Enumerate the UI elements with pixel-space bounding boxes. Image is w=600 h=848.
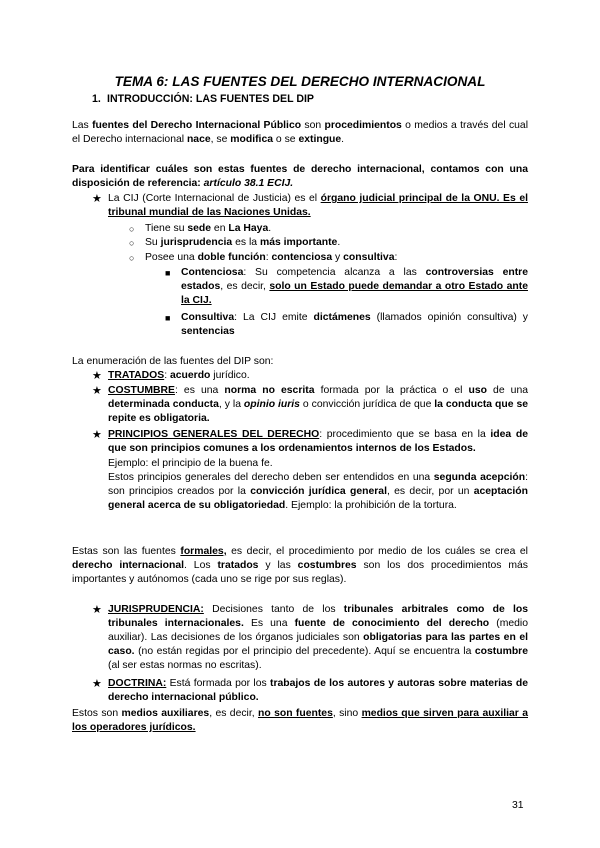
enum-intro: La enumeración de las fuentes del DIP son: xyxy=(72,356,274,367)
star-bullet-icon: ★ xyxy=(92,604,102,616)
principios-example: Ejemplo: el principio de la buena fe. xyxy=(108,458,273,469)
section-heading xyxy=(92,92,314,106)
star-bullet-icon: ★ xyxy=(92,370,102,382)
circle-bullet-icon: ○ xyxy=(129,238,135,248)
principios-acepcion: Estos principios generales del derecho deben ser entendidos en una segunda acepción: son principios creados por la convicción jurídica general, es decir, por un aceptación general acerca de su obligatoriedad. Ejemplo: la prohibición de la tortura. xyxy=(108,472,528,511)
source-tratados: TRATADOS: acuerdo jurídico. xyxy=(108,370,250,381)
identify-paragraph: Para identificar cuáles son estas fuentes de derecho internacional, contamos con una disposición de referencia: artículo 38.1 ECIJ. xyxy=(72,164,528,189)
auxiliares-paragraph: Estos son medios auxiliares, es decir, no son fuentes, sino medios que sirven para auxiliar a los operadores jurídicos. xyxy=(72,708,528,733)
star-bullet-icon: ★ xyxy=(92,429,102,441)
square-bullet-icon: ■ xyxy=(165,268,171,278)
cij-jurisprudencia: Su jurisprudencia es la más importante. xyxy=(145,237,341,248)
circle-bullet-icon: ○ xyxy=(129,253,135,263)
star-bullet-icon: ★ xyxy=(92,385,102,397)
section-label: INTRODUCCIÓN: LAS FUENTES DEL DIP xyxy=(107,93,314,105)
square-bullet-icon: ■ xyxy=(165,313,171,323)
star-bullet-icon: ★ xyxy=(92,193,102,205)
section-number: 1. xyxy=(92,93,101,105)
source-doctrina: DOCTRINA: Está formada por los trabajos de los autores y autoras sobre materias de derecho internacional público. xyxy=(108,678,528,703)
page-title: TEMA 6: LAS FUENTES DEL DERECHO INTERNACIONAL xyxy=(114,74,486,89)
page-number: 31 xyxy=(512,800,524,811)
intro-paragraph: Las fuentes del Derecho Internacional Público son procedimientos o medios a través del cual el Derecho internacional nace, se modifica o se extingue. xyxy=(72,120,529,145)
star-bullet-icon: ★ xyxy=(92,678,102,690)
cij-item: La CIJ (Corte Internacional de Justicia) es el órgano judicial principal de la ONU. Es el tribunal mundial de las Naciones Unidas. xyxy=(108,193,528,218)
source-principios: PRINCIPIOS GENERALES DEL DERECHO: procedimiento que se basa en la idea de que son principios comunes a los ordenamientos internos de los Estados. xyxy=(108,429,528,454)
funcion-consultiva: Consultiva: La CIJ emite dictámenes (llamados opinión consultiva) y sentencias xyxy=(181,312,528,337)
cij-sede: Tiene su sede en La Haya. xyxy=(145,223,272,234)
funcion-contenciosa: Contenciosa: Su competencia alcanza a las controversias entre estados, es decir, solo un Estado puede demandar a otro Estado ante la CIJ. xyxy=(181,267,528,306)
circle-bullet-icon: ○ xyxy=(129,224,135,234)
cij-funcion: Posee una doble función: contenciosa y consultiva: xyxy=(145,252,398,263)
source-costumbre: COSTUMBRE: es una norma no escrita formada por la práctica o el uso de una determinada conducta, y la opinio iuris o convicción jurídica de que la conducta que se repite es obligatoria. xyxy=(108,385,529,424)
source-jurisprudencia: JURISPRUDENCIA: Decisiones tanto de los tribunales arbitrales como de los tribunales internacionales. Es una fuente de conocimiento del derecho (medio auxiliar). Las decisiones de los órganos judiciales son obligatorias para las partes en el caso. (no están regidas por el principio del precedente). Aquí se encuentra la costumbre (al ser estas normas no escritas). xyxy=(108,604,529,671)
formales-paragraph: Estas son las fuentes formales, es decir, el procedimiento por medio de los cuáles se crea el derecho internacional. Los tratados y las costumbres son los dos procedimientos más importantes y autónomos (cada uno se rige por sus reglas). xyxy=(72,546,528,585)
